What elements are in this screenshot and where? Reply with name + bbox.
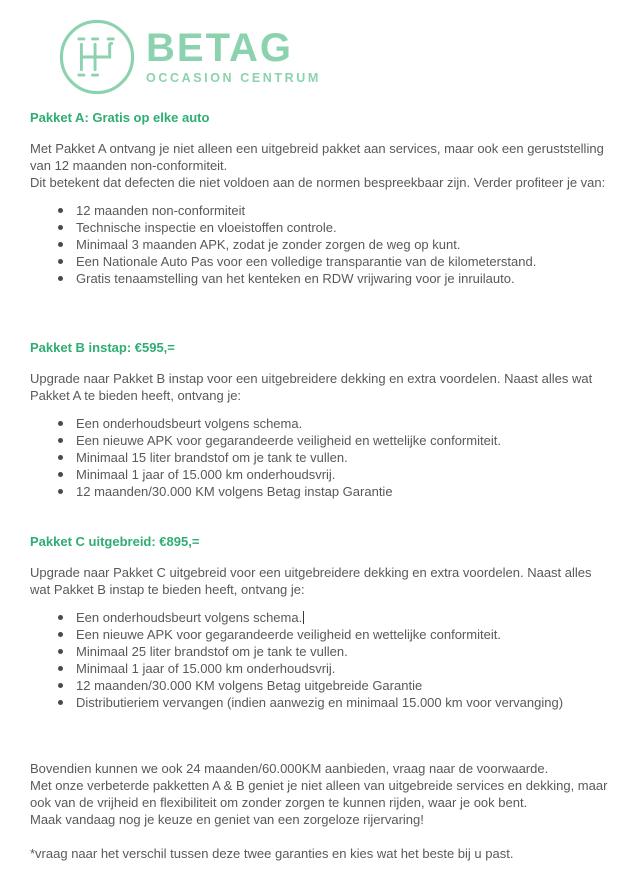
list-item-text: Een onderhoudsbeurt volgens schema. (76, 610, 303, 625)
brand-name: BETAG (146, 25, 294, 70)
text-cursor (303, 611, 304, 624)
list-item: Technische inspectie en vloeistoffen controle. (58, 219, 605, 236)
list-item: Een Nationale Auto Pas voor een volledige transparantie van de kilometerstand. (58, 253, 605, 270)
gear-shift-icon (58, 18, 136, 96)
list-item (58, 609, 605, 626)
list-item: Een nieuwe APK voor gegarandeerde veiligheid en wettelijke conformiteit. (58, 432, 605, 449)
footnote: *vraag naar het verschil tussen deze twee garanties en kies wat het beste bij u past. (30, 846, 514, 861)
list-item: Een onderhoudsbeurt volgens schema. (58, 415, 605, 432)
pakket-b-bullet-list (30, 415, 605, 500)
list-item: 12 maanden/30.000 KM volgens Betag uitgebreide Garantie (58, 677, 605, 694)
pakket-b-intro: Upgrade naar Pakket B instap voor een uitgebreidere dekking en extra voordelen. Naast alles wat Pakket A te bieden heeft, ontvang je: (30, 371, 593, 403)
pakket-a-heading: Pakket A: Gratis op elke auto (30, 110, 210, 125)
list-item: 12 maanden non-conformiteit (58, 202, 605, 219)
list-item: Gratis tenaamstelling van het kenteken en RDW vrijwaring voor je inruilauto. (58, 270, 605, 287)
list-item: Een nieuwe APK voor gegarandeerde veiligheid en wettelijke conformiteit. (58, 626, 605, 643)
pakket-a-intro-line-1: Met Pakket A ontvang je niet alleen een uitgebreid pakket aan services, maar ook een geruststelling van 12 maanden non-conformiteit. (30, 141, 604, 173)
brand-wordmark (146, 25, 321, 87)
closing-line-3: Maak vandaag nog je keuze en geniet van een zorgeloze rijervaring! (30, 812, 424, 827)
pakket-a-bullet-list (30, 202, 605, 287)
list-item: Distributieriem vervangen (indien aanwezig en minimaal 15.000 km voor vervanging) (58, 694, 605, 711)
pakket-c-intro: Upgrade naar Pakket C uitgebreid voor een uitgebreidere dekking en extra voordelen. Naast alles wat Pakket B instap te bieden heeft, ontvang je: (30, 565, 592, 597)
list-item: Minimaal 15 liter brandstof om je tank te vullen. (58, 449, 605, 466)
list-item: Minimaal 1 jaar of 15.000 km onderhoudsvrij. (58, 660, 605, 677)
closing-line-1: Bovendien kunnen we ook 24 maanden/60.000KM aanbieden, vraag naar de voorwaarde. (30, 761, 549, 776)
list-item: 12 maanden/30.000 KM volgens Betag instap Garantie (58, 483, 605, 500)
list-item: Minimaal 3 maanden APK, zodat je zonder zorgen de weg op kunt. (58, 236, 605, 253)
pakket-c-heading: Pakket C uitgebreid: €895,= (30, 534, 200, 549)
pakket-b-heading: Pakket B instap: €595,= (30, 340, 175, 355)
list-item: Minimaal 1 jaar of 15.000 km onderhoudsvrij. (58, 466, 605, 483)
pakket-c-bullet-list (30, 609, 605, 711)
brand-subtitle: OCCASION CENTRUM (146, 70, 321, 85)
brand-logo (58, 14, 610, 100)
list-item: Minimaal 25 liter brandstof om je tank te vullen. (58, 643, 605, 660)
closing-paragraph (30, 760, 610, 828)
pakket-a-intro-line-2: Dit betekent dat defecten die niet voldoen aan de normen bespreekbaar zijn. Verder profiteer je van: (30, 175, 606, 190)
closing-line-2: Met onze verbeterde pakketten A & B geniet je niet alleen van uitgebreide services en dekking, maar ook van de vrijheid en flexibiliteit om zonder zorgen te kunnen rijden, waar je ook bent. (30, 778, 608, 810)
